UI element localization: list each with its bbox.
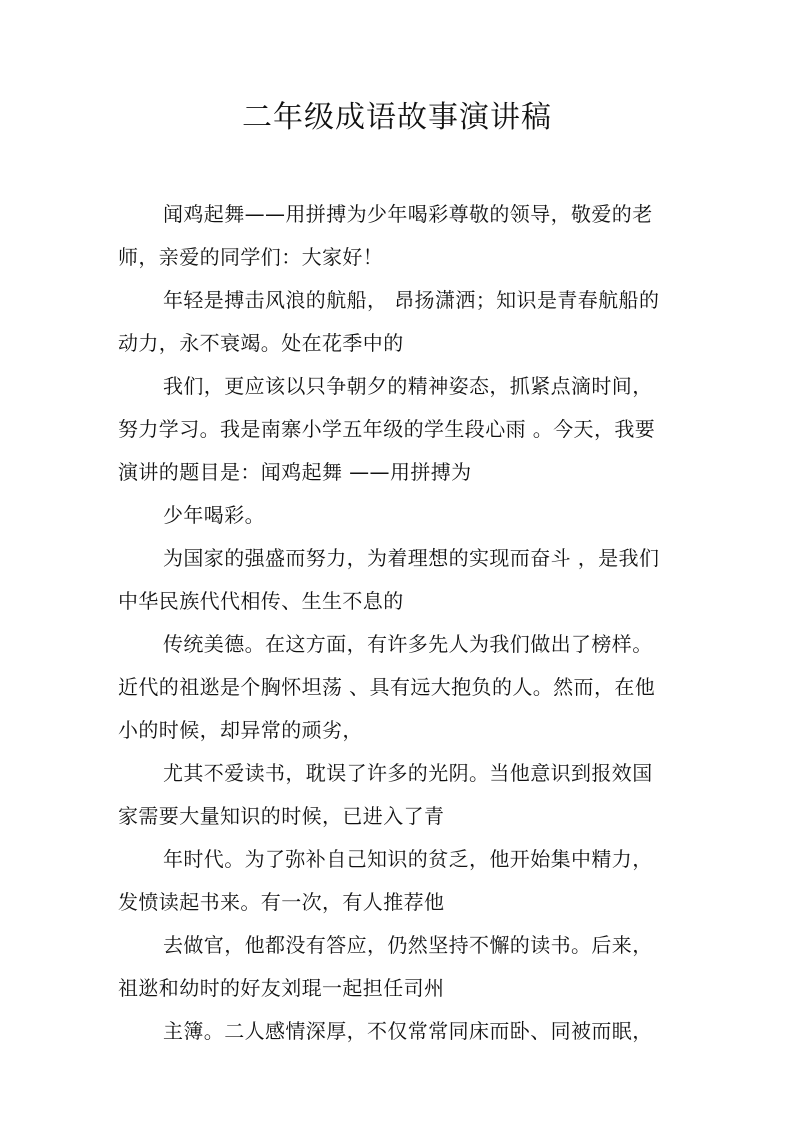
text-line: 我们，更应该以只争朝夕的精神姿态，抓紧点滴时间， [163, 374, 653, 398]
text-line: 师，亲爱的同学们：大家好！ [118, 245, 384, 269]
paragraph [118, 494, 678, 537]
text-line: 年时代。为了弥补自己知识的贫乏，他开始集中精力， [163, 847, 653, 871]
text-line: 少年喝彩。 [163, 503, 265, 527]
text-line: 闻鸡起舞——用拼搏为少年喝彩尊敬的领导，敬爱的老 [163, 202, 653, 226]
text-line: 演讲的题目是：闻鸡起舞 ——用拼搏为 [118, 460, 472, 484]
text-line: 近代的祖逖是个胸怀坦荡 、具有远大抱负的人。然而，在他 [118, 675, 656, 699]
document-body [118, 193, 678, 1053]
paragraph [118, 924, 678, 1010]
paragraph [118, 623, 678, 752]
paragraph [118, 193, 678, 279]
text-line: 家需要大量知识的时候，已进入了青 [118, 804, 445, 828]
text-line: 中华民族代代相传、生生不息的 [118, 589, 404, 613]
paragraph [118, 537, 678, 623]
paragraph [118, 838, 678, 924]
text-line: 主簿。二人感情深厚，不仅常常同床而卧、同被而眠， [163, 1019, 653, 1043]
text-line: 为国家的强盛而努力，为着理想的实现而奋斗 ，是我们 [163, 546, 660, 570]
paragraph [118, 1010, 678, 1053]
paragraph [118, 752, 678, 838]
paragraph [118, 279, 678, 365]
text-line: 祖逖和幼时的好友刘琨一起担任司州 [118, 976, 445, 1000]
text-line: 动力，永不衰竭。处在花季中的 [118, 331, 404, 355]
text-line: 年轻是搏击风浪的航船， 昂扬潇洒；知识是青春航船的 [163, 288, 660, 312]
page-title: 二年级成语故事演讲稿 [242, 100, 552, 135]
text-line: 小的时候，却异常的顽劣， [118, 718, 363, 742]
text-line: 去做官，他都没有答应，仍然坚持不懈的读书。后来， [163, 933, 653, 957]
text-line: 发愤读起书来。有一次，有人推荐他 [118, 890, 445, 914]
text-line: 传统美德。在这方面，有许多先人为我们做出了榜样。 [163, 632, 653, 656]
text-line: 努力学习。我是南寨小学五年级的学生段心雨 。今天，我要 [118, 417, 656, 441]
text-line: 尤其不爱读书，耽误了许多的光阴。当他意识到报效国 [163, 761, 653, 785]
paragraph [118, 365, 678, 494]
